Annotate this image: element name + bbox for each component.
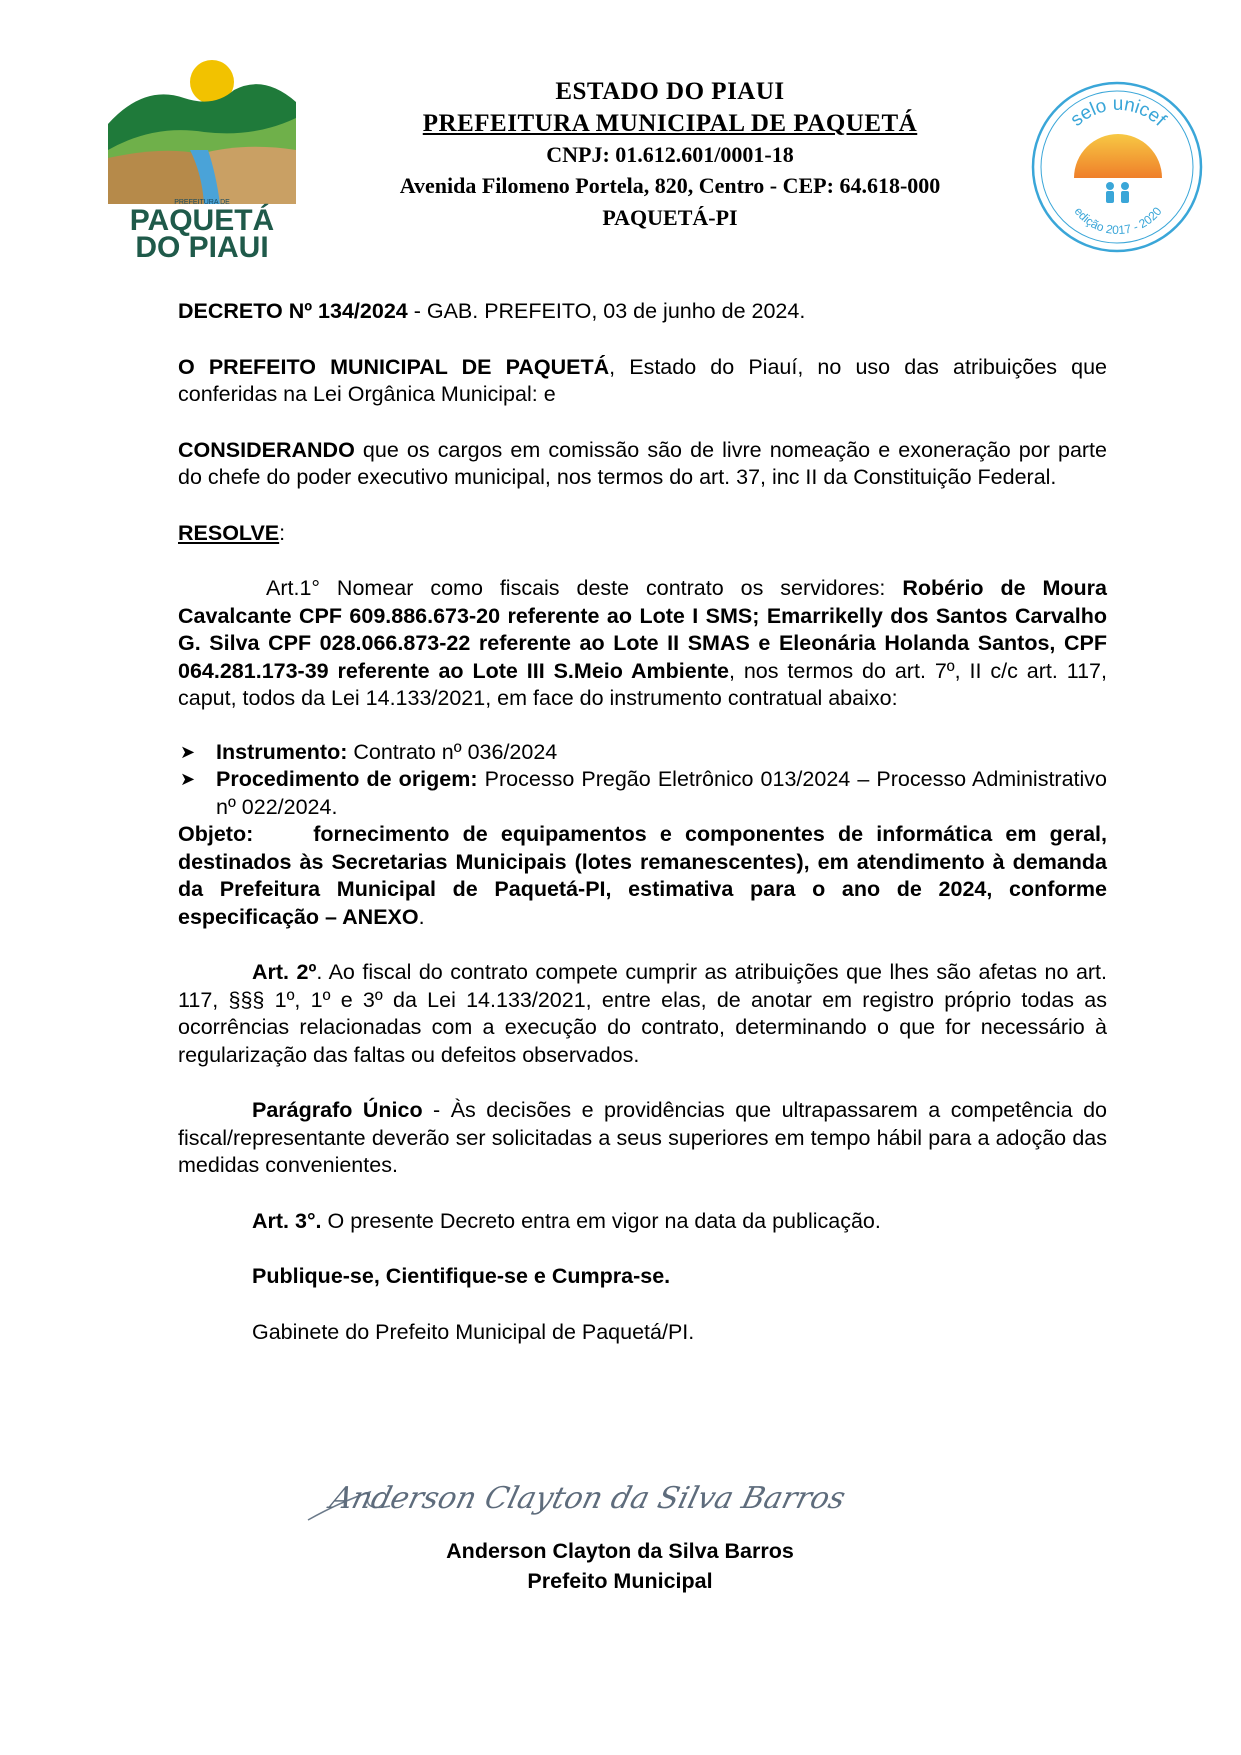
state-name: ESTADO DO PIAUI xyxy=(555,78,785,105)
arrow-bullet-icon: ➤ xyxy=(180,769,196,789)
art2-text: . Ao fiscal do contrato compete cumprir as atribuições que lhes são afetas no art. 117, §§§ 1º, 1º e 3º da Lei 14.133/2021, entre elas, de anotar em registro próprio todas as ocorrências relacionadas com a execução do contrato, determinando o que for necessário à regularização das faltas ou defeitos observados. xyxy=(178,960,1108,1067)
intro-text: , Estado do Piauí, no uso das atribuições que conferidas na Lei Orgânica Municipal: e xyxy=(178,354,1107,406)
decree-number: DECRETO Nº 134/2024 xyxy=(178,299,408,323)
decree-title xyxy=(178,298,1107,326)
prefecture-name: PREFEITURA MUNICIPAL DE PAQUETÁ xyxy=(422,110,918,137)
intro-bold: O PREFEITO MUNICIPAL DE PAQUETÁ xyxy=(178,354,610,379)
objeto-paragraph: Objeto: fornecimento de equipamentos e componentes de informática em geral, destinados às Secretarias Municipais (lotes remanescentes), em atendimento à demanda da Prefeitura Municipal de Paquetá-PI, estimativa para o ano de 2024, conforme especificação – ANEXO. xyxy=(178,822,1107,929)
signatory-role: Prefeito Municipal xyxy=(527,1569,713,1593)
art3-text: O presente Decreto entra em vigor na data da publicação. xyxy=(321,1208,881,1233)
resolve-label: RESOLVE xyxy=(178,520,280,545)
handwritten-signature xyxy=(300,1462,920,1532)
svg-text:Anderson Clayton da Silva Barr: Anderson Clayton da Silva Barros xyxy=(326,1481,849,1516)
art1-tail: , nos termos do art. 7º, II c/c art. 117, caput, todos da Lei 14.133/2021, em face do instrumento contratual abaixo: xyxy=(178,658,1107,710)
document-header xyxy=(310,76,1030,234)
city: PAQUETÁ-PI xyxy=(602,205,738,230)
svg-text:PREFEITURA DE: PREFEITURA DE xyxy=(174,199,230,206)
art1-lead: Art.1° Nomear como fiscais deste contrato os servidores: xyxy=(266,576,903,600)
considerando-text: que os cargos em comissão são de livre nomeação e exoneração por parte do chefe do poder executivo municipal, nos termos do art. 37, inc II da Constituição Federal. xyxy=(178,437,1107,489)
signature-block xyxy=(300,1536,940,1596)
unicef-seal-logo xyxy=(1030,80,1205,255)
paragrafo-text: - Às decisões e providências que ultrapassarem a competência do fiscal/representante deverão ser solicitadas a seus superiores em tempo hábil para a adoção das medidas convenientes. xyxy=(178,1098,1107,1177)
address: Avenida Filomeno Portela, 820, Centro - CEP: 64.618-000 xyxy=(399,173,941,198)
paragrafo-unico xyxy=(178,1097,1107,1180)
paqueta-logo xyxy=(104,54,300,262)
decree-place-date: - GAB. PREFEITO, 03 de junho de 2024. xyxy=(407,299,806,323)
art1-servants: Robério de Moura Cavalcante CPF 609.886.673-20 referente ao Lote I SMS; Emarrikelly dos Santos Carvalho G. Silva CPF 028.066.873-22 referente ao Lote II SMAS e Eleonária Holanda Santos, CPF 064.281.173-39 referente ao Lote III S.Meio Ambiente xyxy=(178,576,1107,683)
intro-paragraph xyxy=(178,354,1107,409)
arrow-bullet-icon: ➤ xyxy=(180,741,196,762)
art2-bold: Art. 2º xyxy=(252,960,317,984)
svg-text:DO PIAUI: DO PIAUI xyxy=(135,231,269,262)
resolve-heading: RESOLVE: xyxy=(178,520,286,545)
list-item: ➤ Instrumento: Contrato nº 036/2024 xyxy=(178,739,1107,767)
article-1 xyxy=(178,575,1107,713)
gabinete-line: Gabinete do Prefeito Municipal de Paquetá/PI. xyxy=(252,1319,695,1344)
list-item: ➤ Procedimento de origem: Processo Pregão Eletrônico 013/2024 – Processo Administrativo nº 022/2024. xyxy=(180,767,1107,819)
considerando-bold: CONSIDERANDO xyxy=(178,437,355,462)
signatory-name: Anderson Clayton da Silva Barros xyxy=(446,1539,794,1563)
svg-text:PAQUETÁ: PAQUETÁ xyxy=(129,204,275,237)
objeto-label: Objeto: xyxy=(178,822,254,846)
decree-body xyxy=(178,298,1107,1346)
article-2 xyxy=(178,959,1107,1069)
art3-bold: Art. 3°. xyxy=(252,1208,322,1233)
svg-text:selo unicef: selo unicef xyxy=(1066,94,1170,131)
paragrafo-bold: Parágrafo Único xyxy=(252,1098,423,1122)
publique-line: Publique-se, Cientifique-se e Cumpra-se. xyxy=(252,1264,671,1288)
considerando-paragraph xyxy=(178,437,1107,492)
contract-details-list xyxy=(178,739,1107,822)
svg-text:edição 2017 - 2020: edição 2017 - 2020 xyxy=(1071,204,1165,238)
cnpj: CNPJ: 01.612.601/0001-18 xyxy=(546,142,794,167)
article-3 xyxy=(178,1208,1107,1236)
objeto-text: fornecimento de equipamentos e componentes de informática em geral, destinados às Secretarias Municipais (lotes remanescentes), em atendimento à demanda da Prefeitura Municipal de Paquetá-PI, estimativa para o ano de 2024, conforme especificação – ANEXO xyxy=(178,822,1107,929)
